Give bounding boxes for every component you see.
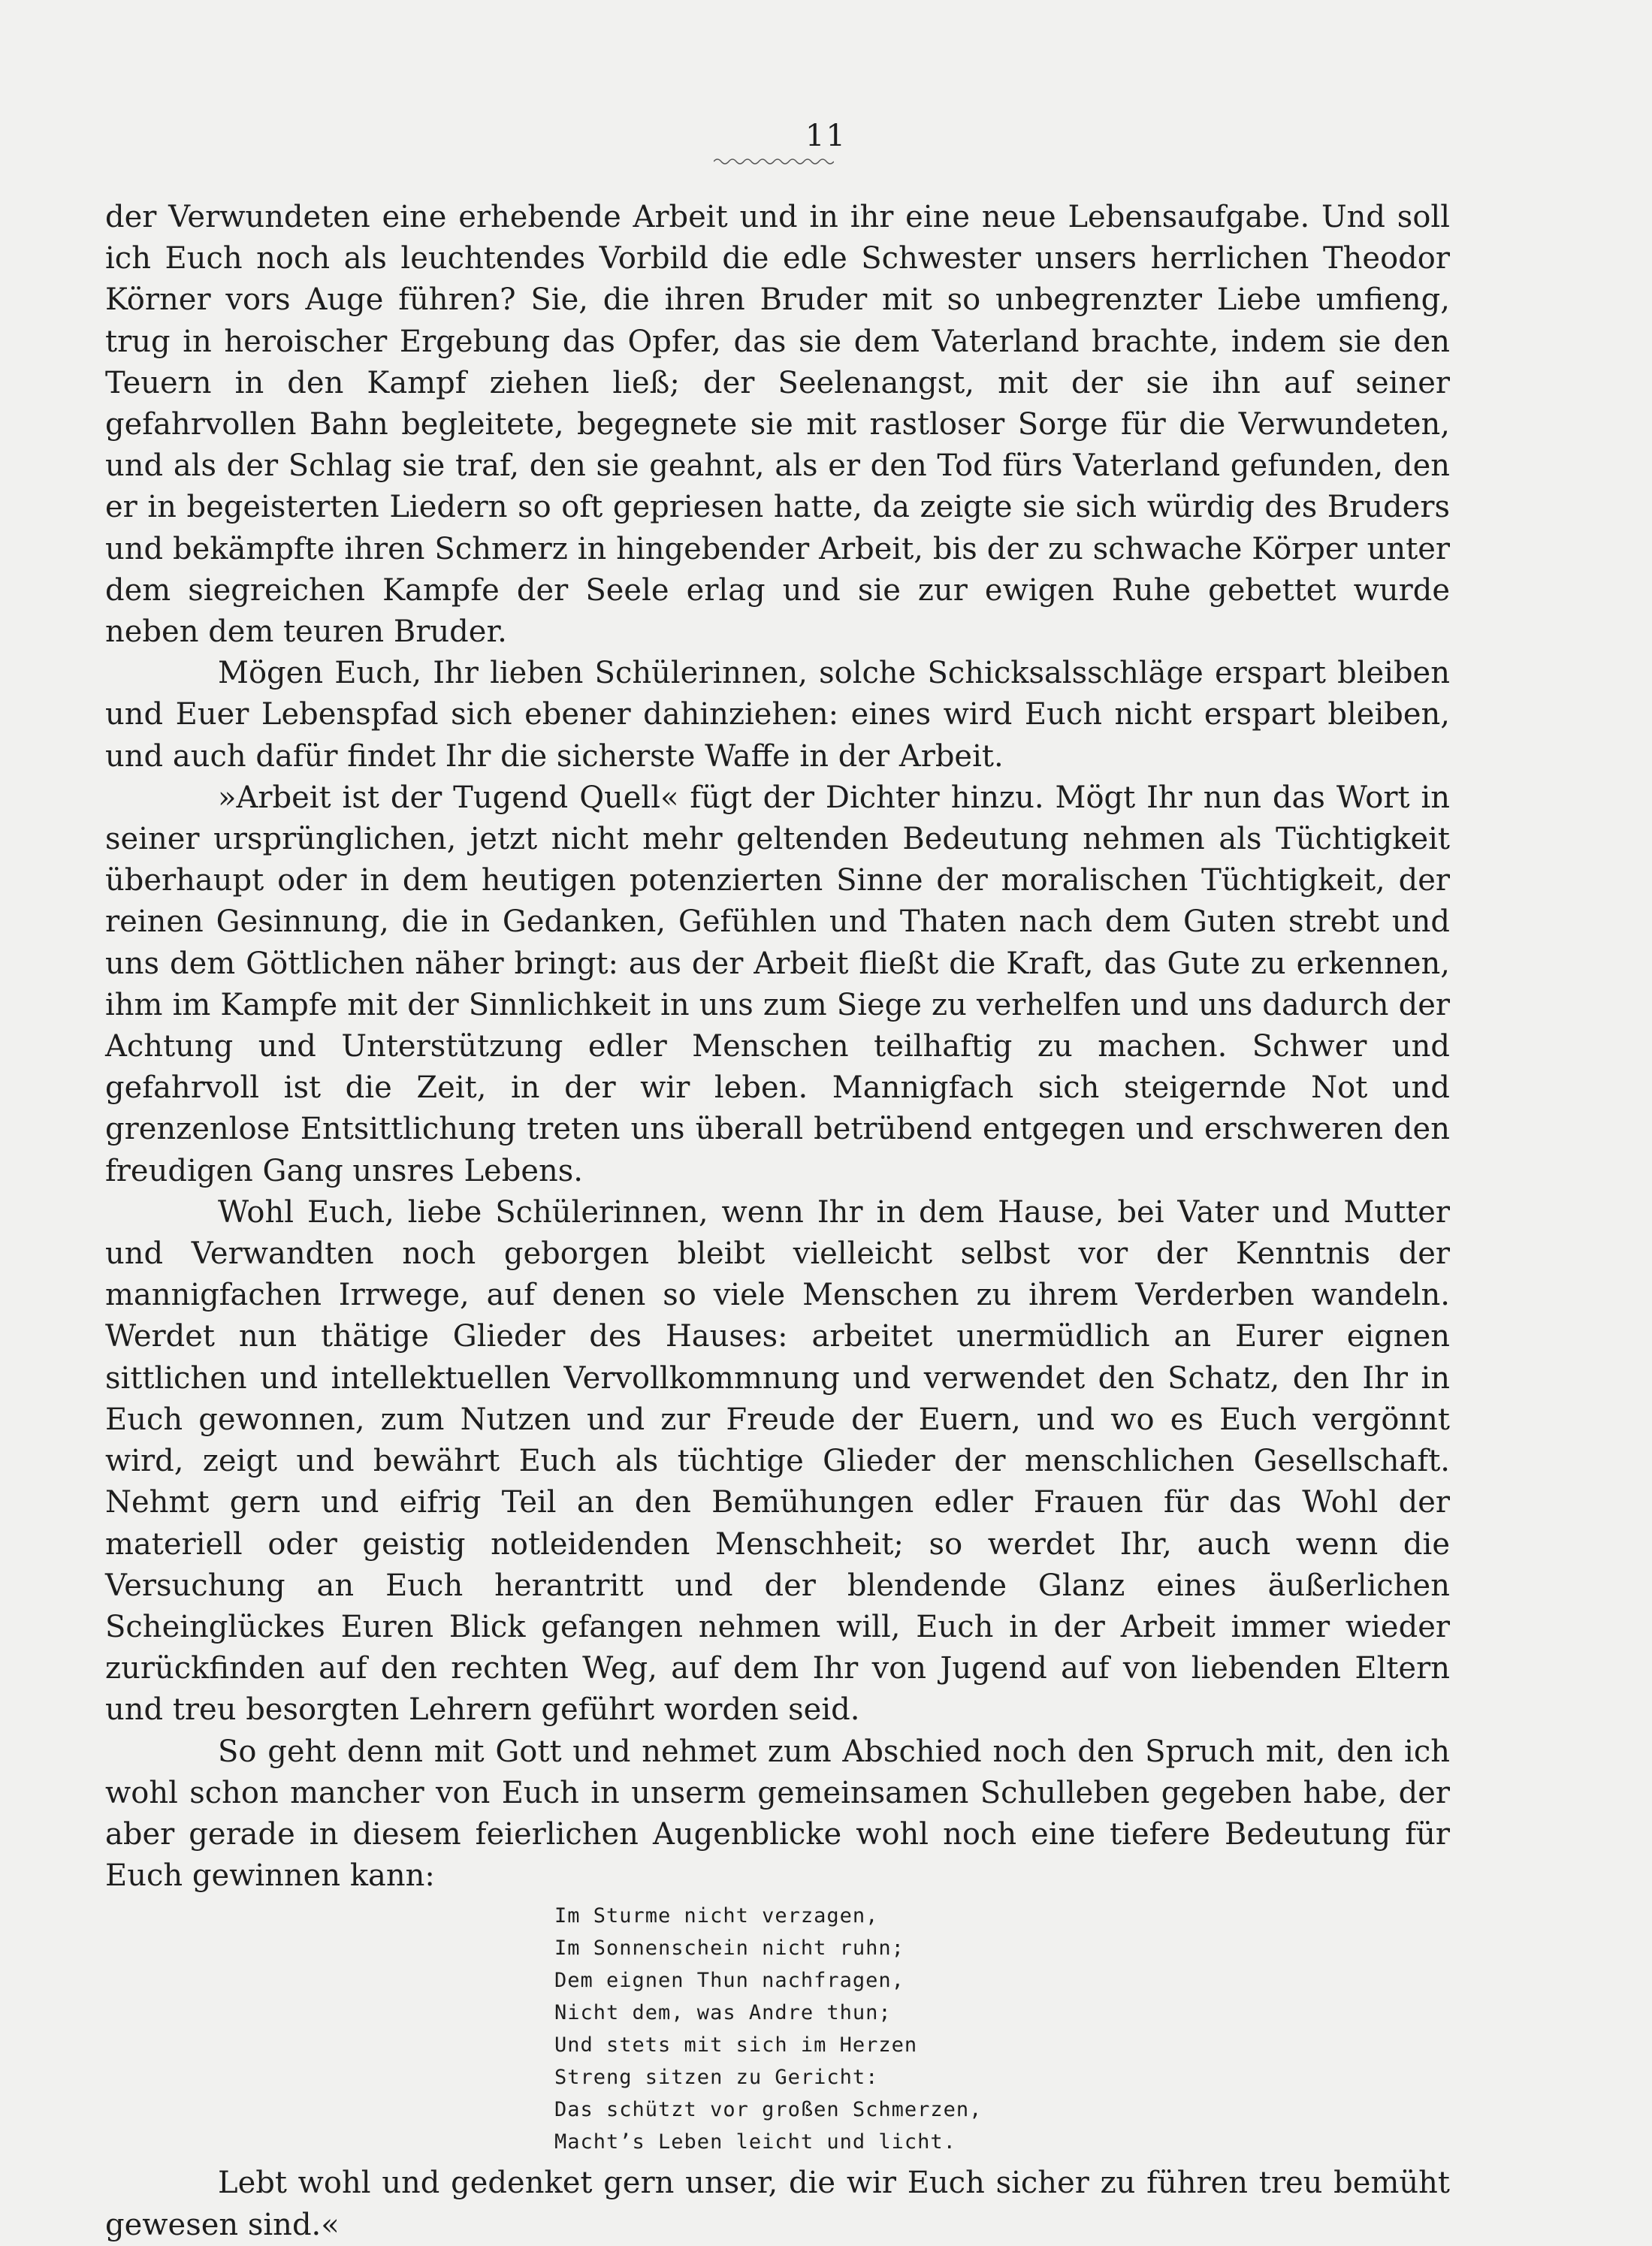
poem-line: Macht’s Leben leicht und licht.: [554, 2130, 956, 2154]
poem-line: Das schützt vor großen Schmerzen,: [554, 2098, 983, 2122]
body-text: [105, 197, 1450, 2246]
poem: [554, 1900, 1450, 2158]
poem-line: Dem eignen Thun nachfragen,: [554, 1969, 905, 1993]
paragraph: So geht denn mit Gott und nehmet zum Abschied noch den Spruch mit, den ich wohl schon mancher von Euch in unserm gemeinsamen Schulleben gegeben habe, der aber gerade in diesem feierlichen Augenblicke wohl noch eine tiefere Bedeutung für Euch gewinnen kann:: [105, 1734, 1450, 1894]
poem-line: Streng sitzen zu Gericht:: [554, 2066, 879, 2090]
paragraph: der Verwundeten eine erhebende Arbeit und in ihr eine neue Lebensaufgabe. Und soll ich Euch noch als leuchtendes Vorbild die edle Schwester unsers herrlichen Theodor Körner vors Auge führen? Sie, die ihren Bruder mit so unbegrenzter Liebe umfieng, trug in heroischer Ergebung das Opfer, das sie dem Vaterland brachte, indem sie den Teuern in den Kampf ziehen ließ; der Seelenangst, mit der sie ihn auf seiner gefahrvollen Bahn begleitete, begegnete sie mit rastloser Sorge für die Verwundeten, und als der Schlag sie traf, den sie geahnt, als er den Tod fürs Vaterland gefunden, den er in begeisterten Liedern so oft gepriesen hatte, da zeigte sie sich würdig des Bruders und bekämpfte ihren Schmerz in hingebender Arbeit, bis der zu schwache Körper unter dem siegreichen Kampfe der Seele erlag und sie zur ewigen Ruhe gebettet wurde neben dem teuren Bruder.: [105, 200, 1450, 650]
poem-line: Im Sonnenschein nicht ruhn;: [554, 1937, 905, 1961]
poem-line: Und stets mit sich im Herzen: [554, 2033, 918, 2057]
poem-line: Im Sturme nicht verzagen,: [554, 1904, 879, 1928]
page-number: 11: [805, 119, 847, 153]
paragraph: Mögen Euch, Ihr lieben Schülerinnen, solche Schicksalsschläge erspart bleiben und Euer Lebenspfad sich ebener dahinziehen: eines wird Euch nicht erspart bleiben, und auch dafür findet Ihr die sicherste Waffe in der Arbeit.: [105, 656, 1450, 774]
closing-paragraph: Lebt wohl und gedenket gern unser, die wir Euch sicher zu führen treu bemüht gewesen sind.«: [105, 2166, 1450, 2242]
paragraph: »Arbeit ist der Tugend Quell« fügt der Dichter hinzu. Mögt Ihr nun das Wort in seiner ursprünglichen, jetzt nicht mehr geltenden Bedeutung nehmen als Tüchtigkeit überhaupt oder in dem heutigen potenzierten Sinne der moralischen Tüchtigkeit, der reinen Gesinnung, die in Gedanken, Gefühlen und Thaten nach dem Guten strebt und uns dem Göttlichen näher bringt: aus der Arbeit fließt die Kraft, das Gute zu erkennen, ihm im Kampfe mit der Sinnlichkeit in uns zum Siege zu verhelfen und uns dadurch der Achtung und Unterstützung edler Menschen teilhaftig zu machen. Schwer und gefahrvoll ist die Zeit, in der wir leben. Mannigfach sich steigernde Not und grenzenlose Entsittlichung treten uns überall betrübend entgegen und erschweren den freudigen Gang unsres Lebens.: [105, 780, 1450, 1188]
decorative-wave-rule: [714, 156, 834, 167]
paragraph: Wohl Euch, liebe Schülerinnen, wenn Ihr in dem Hause, bei Vater und Mutter und Verwandten noch geborgen bleibt vielleicht selbst vor der Kenntnis der mannigfachen Irrwege, auf denen so viele Menschen zu ihrem Verderben wandeln. Werdet nun thätige Glieder des Hauses: arbeitet unermüdlich an Eurer eignen sittlichen und intellektuellen Vervollkommnung und verwendet den Schatz, den Ihr in Euch gewonnen, zum Nutzen und zur Freude der Euern, und wo es Euch vergönnt wird, zeigt und bewährt Euch als tüchtige Glieder der menschlichen Gesellschaft. Nehmt gern und eifrig Teil an den Bemühungen edler Frauen für das Wohl der materiell oder geistig notleidenden Menschheit; so werdet Ihr, auch wenn die Versuchung an Euch herantritt und der blendende Glanz eines äußerlichen Scheinglückes Euren Blick gefangen nehmen will, Euch in der Arbeit immer wieder zurückfinden auf den rechten Weg, auf dem Ihr von Jugend auf von liebenden Eltern und treu besorgten Lehrern geführt worden seid.: [105, 1194, 1450, 1728]
poem-line: Nicht dem, was Andre thun;: [554, 2001, 892, 2025]
